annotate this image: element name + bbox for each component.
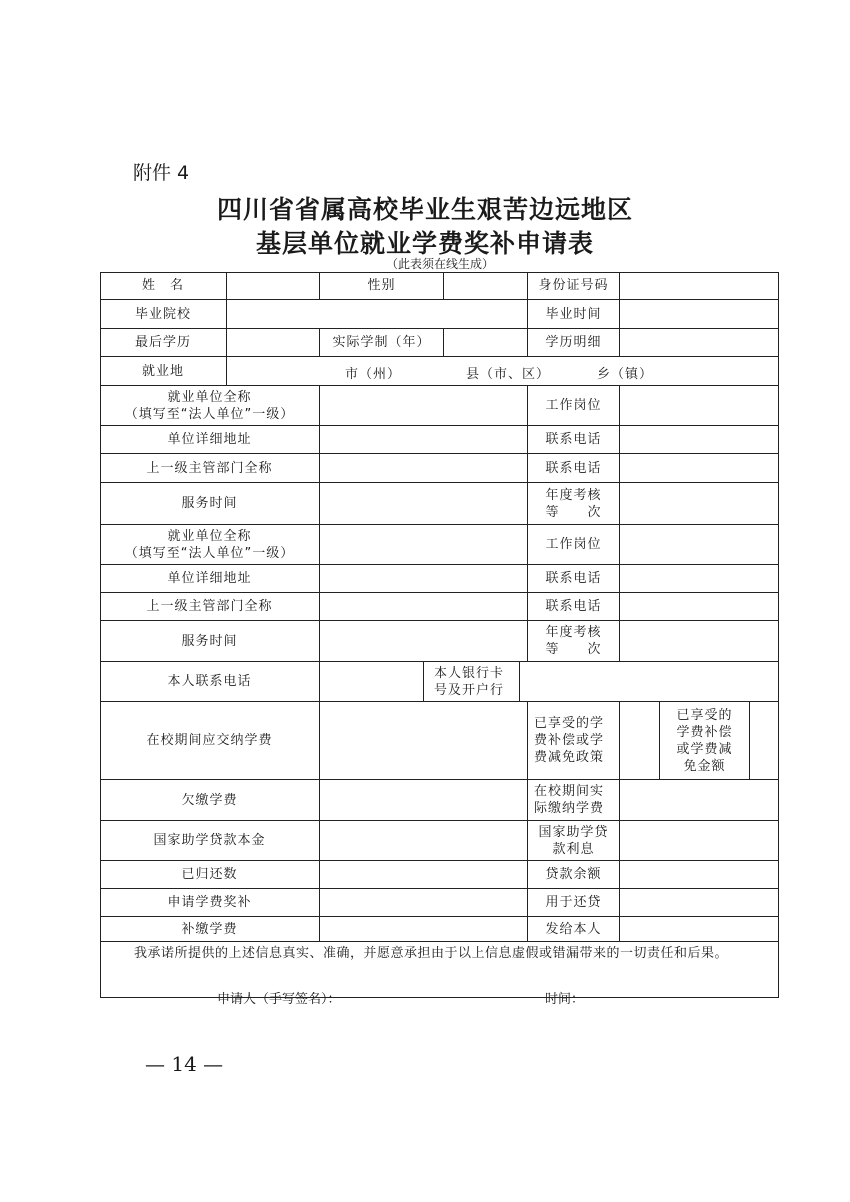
field-position-2[interactable] <box>620 525 779 565</box>
label-service-time: 服务时间 <box>100 621 320 662</box>
label-gender: 性别 <box>320 272 444 300</box>
field-unit-name-2[interactable] <box>320 525 528 565</box>
date-label: 时间： <box>545 992 585 1007</box>
field-school[interactable] <box>227 300 528 329</box>
label-name: 姓 名 <box>100 272 227 300</box>
label-reduction: 已享受的 学费补偿 或学费减 免金额 <box>660 702 750 780</box>
label-paid: 在校期间实 际缴纳学费 <box>528 780 620 821</box>
label-tuition-due: 在校期间应交纳学费 <box>100 702 320 780</box>
field-phone-2[interactable] <box>620 565 779 593</box>
label-phone: 联系电话 <box>528 426 620 454</box>
field-education-detail[interactable] <box>620 329 779 357</box>
field-name[interactable] <box>227 272 320 300</box>
label-position: 工作岗位 <box>528 525 620 565</box>
field-policy[interactable] <box>620 702 660 780</box>
field-loan-interest[interactable] <box>620 821 779 861</box>
field-education[interactable] <box>227 329 320 357</box>
field-superior[interactable] <box>320 454 528 483</box>
form-title-line2: 基层单位就业学费奖补申请表 <box>255 229 594 258</box>
field-unit-address-2[interactable] <box>320 565 528 593</box>
label-phone: 联系电话 <box>528 593 620 621</box>
label-unit-address: 单位详细地址 <box>100 565 320 593</box>
field-arrears[interactable] <box>320 780 528 821</box>
field-superior-2[interactable] <box>320 593 528 621</box>
label-loan-balance: 贷款余额 <box>528 861 620 889</box>
field-service-time[interactable] <box>320 483 528 525</box>
label-for-repay: 用于还贷 <box>528 889 620 917</box>
field-id-number[interactable] <box>620 272 779 300</box>
form-title-line1: 四川省省属高校毕业生艰苦边远地区 <box>216 195 633 224</box>
field-position[interactable] <box>620 386 779 426</box>
promise-text: 我承诺所提供的上述信息真实、准确，并愿意承担由于以上信息虚假或错漏带来的一切责任和后果。 <box>134 946 729 961</box>
label-unit-address: 单位详细地址 <box>100 426 320 454</box>
label-unit-name: 就业单位全称 （填写至“法人单位”一级） <box>100 525 320 565</box>
location-city: 市（州） <box>345 367 402 382</box>
label-superior: 上一级主管部门全称 <box>100 454 320 483</box>
label-self-phone: 本人联系电话 <box>100 662 320 702</box>
attachment-label: 附件 4 <box>133 162 190 184</box>
field-duration[interactable] <box>444 329 528 357</box>
form-note: （此表须在线生成） <box>385 257 494 271</box>
label-annual-review: 年度考核 等 次 <box>528 621 620 662</box>
field-repaid[interactable] <box>320 861 528 889</box>
label-apply-award: 申请学费奖补 <box>100 889 320 917</box>
page-number: — 14 — <box>145 1052 224 1076</box>
label-phone: 联系电话 <box>528 454 620 483</box>
field-unit-name[interactable] <box>320 386 528 426</box>
field-phone[interactable] <box>620 426 779 454</box>
label-school: 毕业院校 <box>100 300 227 329</box>
label-loan-principal: 国家助学贷款本金 <box>100 821 320 861</box>
field-back-pay[interactable] <box>320 917 528 942</box>
field-tuition-due[interactable] <box>320 702 528 780</box>
label-education: 最后学历 <box>100 329 227 357</box>
field-service-time-2[interactable] <box>320 621 528 662</box>
label-position: 工作岗位 <box>528 386 620 426</box>
label-duration: 实际学制（年） <box>320 329 444 357</box>
label-unit-name: 就业单位全称 （填写至“法人单位”一级） <box>100 386 320 426</box>
label-grad-time: 毕业时间 <box>528 300 620 329</box>
field-self-phone[interactable] <box>320 662 424 702</box>
field-grad-time[interactable] <box>620 300 779 329</box>
location-town: 乡（镇） <box>597 367 654 382</box>
label-repaid: 已归还数 <box>100 861 320 889</box>
field-reduction[interactable] <box>750 702 779 780</box>
label-superior: 上一级主管部门全称 <box>100 593 320 621</box>
field-paid[interactable] <box>620 780 779 821</box>
field-annual-review[interactable] <box>620 483 779 525</box>
date-field[interactable] <box>590 988 740 1006</box>
label-back-pay: 补缴学费 <box>100 917 320 942</box>
field-annual-review-2[interactable] <box>620 621 779 662</box>
field-gender[interactable] <box>444 272 528 300</box>
field-bank[interactable] <box>520 662 779 702</box>
field-superior-phone[interactable] <box>620 454 779 483</box>
label-loan-interest: 国家助学贷 款利息 <box>528 821 620 861</box>
label-bank: 本人银行卡 号及开户行 <box>424 662 520 702</box>
field-to-self[interactable] <box>620 917 779 942</box>
location-county: 县（市、区） <box>466 367 551 382</box>
label-education-detail: 学历明细 <box>528 329 620 357</box>
label-id-number: 身份证号码 <box>528 272 620 300</box>
field-apply-award[interactable] <box>320 889 528 917</box>
field-for-repay[interactable] <box>620 889 779 917</box>
applicant-signature-field[interactable] <box>360 988 520 1006</box>
label-arrears: 欠缴学费 <box>100 780 320 821</box>
label-to-self: 发给本人 <box>528 917 620 942</box>
field-unit-address[interactable] <box>320 426 528 454</box>
label-location: 就业地 <box>100 357 227 386</box>
label-policy: 已享受的学 费补偿或学 费减免政策 <box>528 702 620 780</box>
field-loan-principal[interactable] <box>320 821 528 861</box>
field-loan-balance[interactable] <box>620 861 779 889</box>
applicant-signature-label: 申请人（手写签名）： <box>217 992 341 1007</box>
label-phone: 联系电话 <box>528 565 620 593</box>
label-annual-review: 年度考核 等 次 <box>528 483 620 525</box>
field-superior-phone-2[interactable] <box>620 593 779 621</box>
label-service-time: 服务时间 <box>100 483 320 525</box>
